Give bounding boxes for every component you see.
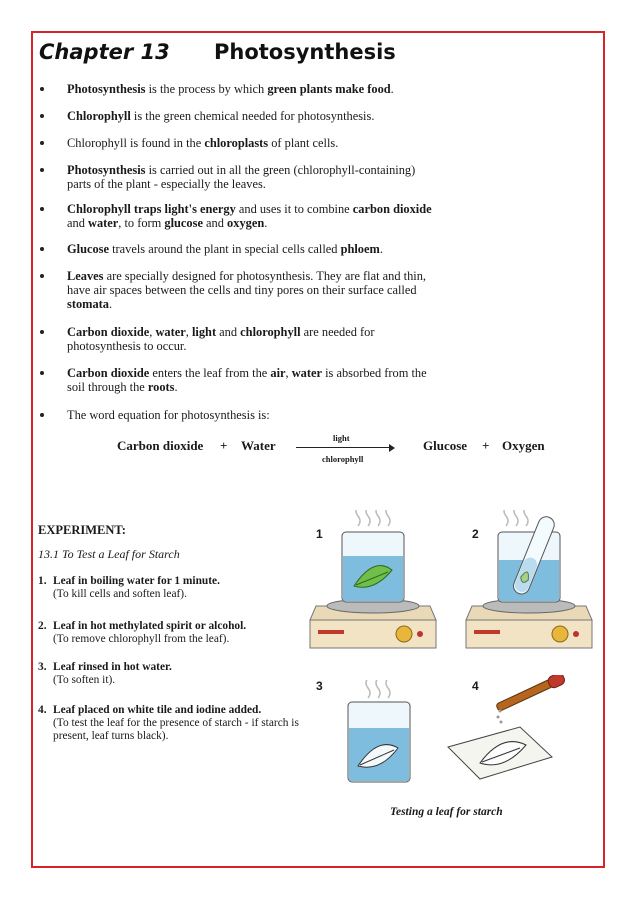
bullet-dot-icon (40, 247, 44, 251)
figure-number: 1 (316, 527, 323, 541)
bullet-text: Carbon dioxide, water, light and chlorophyll are needed for photosynthesis to occur. (67, 325, 375, 353)
bullet-dot-icon (40, 330, 44, 334)
hotplate-alcohol-tube-illustration (462, 510, 596, 660)
equation-plus: + (220, 438, 228, 453)
bullet-text: Chlorophyll is the green chemical needed for photosynthesis. (67, 109, 375, 123)
bullet-text: The word equation for photosynthesis is: (67, 408, 270, 422)
bullet-dot-icon (40, 114, 44, 118)
hotplate-beaker-leaf-illustration (306, 510, 440, 660)
figure-number: 3 (316, 679, 323, 693)
figure-caption: Testing a leaf for starch (390, 806, 503, 818)
chapter-number: Chapter 13 (39, 40, 170, 64)
bullet-dot-icon (40, 141, 44, 145)
chapter-title: Photosynthesis (214, 40, 396, 64)
bullet-dot-icon (40, 274, 44, 278)
equation-plus: + (482, 438, 490, 453)
figure-number: 4 (472, 679, 479, 693)
bullet-text: Chlorophyll is found in the chloroplasts of plant cells. (67, 136, 339, 150)
equation-reactant-water: Water (241, 438, 276, 453)
bullet-text: Glucose travels around the plant in special cells called phloem. (67, 242, 383, 256)
arrow-label-chlorophyll: chlorophyll (322, 454, 364, 464)
rinse-beaker-illustration (330, 680, 430, 790)
equation-product-oxygen: Oxygen (502, 438, 545, 453)
arrow-head-icon (389, 444, 395, 452)
equation-product-glucose: Glucose (423, 438, 468, 453)
iodine-tile-illustration (440, 675, 575, 790)
bullet-dot-icon (40, 371, 44, 375)
bullet-dot-icon (40, 168, 44, 172)
bullet-text: Leaves are specially designed for photosynthesis. They are flat and thin, have air spaces between the cells and tiny pores on their surface called stomata. (67, 269, 427, 311)
equation-reactant-co2: Carbon dioxide (117, 438, 204, 453)
figure-number: 2 (472, 527, 479, 541)
bullet-dot-icon (40, 413, 44, 417)
bullet-text: Photosynthesis is carried out in all the green (chlorophyll-containing) parts of the plant - especially the leaves. (67, 163, 416, 191)
experiment-heading: EXPERIMENT: (38, 523, 126, 537)
arrow-label-light: light (333, 433, 350, 443)
reaction-arrow (296, 447, 392, 448)
bullet-dot-icon (40, 87, 44, 91)
bullet-text: Carbon dioxide enters the leaf from the air, water is absorbed from the soil through the roots. (67, 366, 427, 394)
bullet-text: Photosynthesis is the process by which green plants make food. (67, 82, 394, 96)
experiment-subheading: 13.1 To Test a Leaf for Starch (38, 547, 180, 561)
bullet-dot-icon (40, 207, 44, 211)
chapter-header (39, 40, 396, 64)
bullet-text: Chlorophyll traps light's energy and uses it to combine carbon dioxide and water, to form glucose and oxygen. (67, 202, 432, 230)
